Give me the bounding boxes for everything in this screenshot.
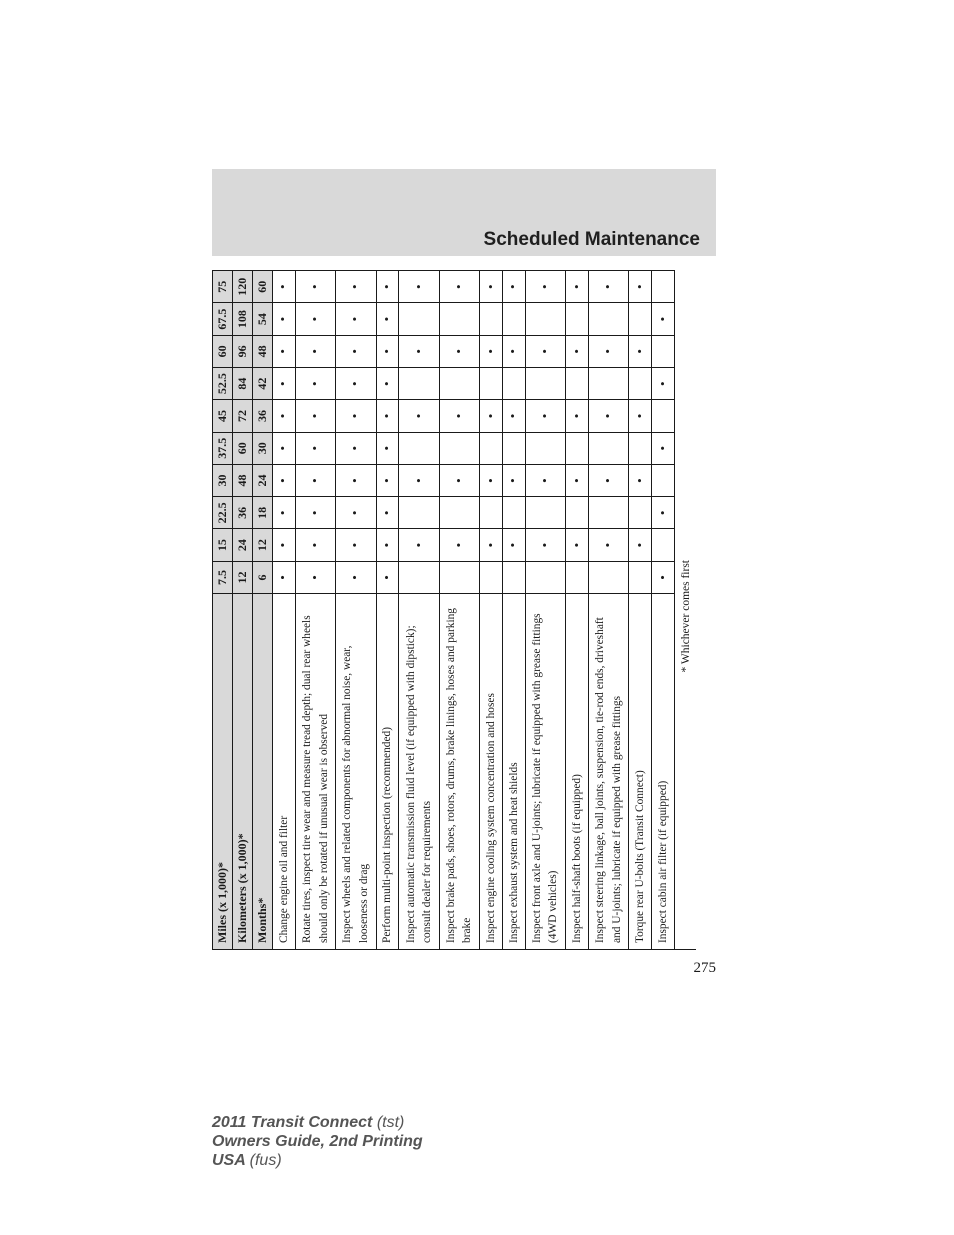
scheduled-mark: • (502, 529, 525, 561)
scheduled-mark: • (336, 497, 376, 529)
empty-cell (588, 432, 628, 464)
table-row (652, 271, 675, 950)
header-row (213, 271, 233, 950)
scheduled-mark: • (273, 335, 296, 367)
footer-guide-edition: Owners Guide, 2nd Printing (212, 1133, 423, 1150)
scheduled-mark: • (336, 335, 376, 367)
task-description: Rotate tires, inspect tire wear and measure tread depth; dual rear wheels should only be rotated if unusual wear is observed (295, 594, 335, 950)
empty-cell (399, 432, 439, 464)
interval-value: 52.5 (213, 368, 233, 400)
footer-model: 2011 Transit Connect (212, 1114, 373, 1131)
interval-value: 108 (233, 303, 253, 335)
interval-value: 24 (253, 464, 273, 496)
scheduled-mark: • (652, 497, 675, 529)
empty-cell (629, 561, 652, 593)
header-row (233, 271, 253, 950)
scheduled-mark: • (295, 432, 335, 464)
empty-cell (480, 368, 503, 400)
empty-cell (525, 368, 565, 400)
scheduled-mark: • (376, 271, 399, 303)
scheduled-mark: • (273, 529, 296, 561)
empty-cell (480, 303, 503, 335)
scheduled-mark: • (480, 464, 503, 496)
task-description: Inspect engine cooling system concentration and hoses (480, 594, 503, 950)
scheduled-mark: • (588, 529, 628, 561)
scheduled-mark: • (273, 464, 296, 496)
scheduled-mark: • (652, 368, 675, 400)
scheduled-mark: • (480, 400, 503, 432)
table-row (295, 271, 335, 950)
scheduled-mark: • (480, 529, 503, 561)
scheduled-mark: • (295, 561, 335, 593)
task-description: Inspect front axle and U-joints; lubricate if equipped with grease fittings (4WD vehicles) (525, 594, 565, 950)
task-description: Inspect half-shaft boots (if equipped) (566, 594, 589, 950)
empty-cell (652, 271, 675, 303)
empty-cell (588, 303, 628, 335)
empty-cell (566, 561, 589, 593)
empty-cell (525, 432, 565, 464)
empty-cell (629, 432, 652, 464)
empty-cell (525, 561, 565, 593)
interval-value: 42 (253, 368, 273, 400)
empty-cell (652, 529, 675, 561)
scheduled-mark: • (525, 335, 565, 367)
scheduled-mark: • (399, 464, 439, 496)
empty-cell (629, 303, 652, 335)
table-footnote: * Whichever comes first (680, 560, 692, 673)
scheduled-mark: • (295, 368, 335, 400)
empty-cell (588, 497, 628, 529)
interval-value: 60 (233, 432, 253, 464)
scheduled-mark: • (273, 561, 296, 593)
scheduled-mark: • (376, 400, 399, 432)
empty-cell (525, 497, 565, 529)
scheduled-mark: • (480, 335, 503, 367)
task-description: Torque rear U-bolts (Transit Connect) (629, 594, 652, 950)
empty-cell (652, 400, 675, 432)
scheduled-mark: • (273, 303, 296, 335)
scheduled-mark: • (336, 400, 376, 432)
header-label: Miles (x 1,000)* (213, 594, 233, 950)
empty-cell (502, 497, 525, 529)
empty-cell (629, 497, 652, 529)
scheduled-mark: • (336, 464, 376, 496)
empty-cell (439, 432, 479, 464)
empty-cell (525, 303, 565, 335)
interval-value: 48 (233, 464, 253, 496)
footer-market-code: (fus) (249, 1152, 282, 1169)
scheduled-mark: • (336, 432, 376, 464)
scheduled-mark: • (273, 497, 296, 529)
scheduled-mark: • (502, 464, 525, 496)
scheduled-mark: • (399, 335, 439, 367)
empty-cell (480, 432, 503, 464)
footer-line-2 (212, 1132, 423, 1151)
interval-value: 30 (253, 432, 273, 464)
scheduled-mark: • (439, 335, 479, 367)
scheduled-mark: • (295, 497, 335, 529)
scheduled-mark: • (336, 271, 376, 303)
empty-cell (588, 368, 628, 400)
table-row (480, 271, 503, 950)
empty-cell (652, 464, 675, 496)
scheduled-mark: • (295, 464, 335, 496)
document-footer (212, 1113, 423, 1170)
interval-value: 22.5 (213, 497, 233, 529)
interval-value: 12 (253, 529, 273, 561)
scheduled-mark: • (629, 335, 652, 367)
interval-value: 67.5 (213, 303, 233, 335)
empty-cell (502, 303, 525, 335)
scheduled-mark: • (439, 400, 479, 432)
empty-cell (439, 497, 479, 529)
header-label: Kilometers (x 1,000)* (233, 594, 253, 950)
empty-cell (566, 432, 589, 464)
table-row (273, 271, 296, 950)
scheduled-mark: • (588, 400, 628, 432)
interval-value: 37.5 (213, 432, 233, 464)
interval-value: 7.5 (213, 561, 233, 593)
scheduled-mark: • (376, 432, 399, 464)
empty-cell (566, 497, 589, 529)
table-row (566, 271, 589, 950)
task-description: Inspect brake pads, shoes, rotors, drums, brake linings, hoses and parking brake (439, 594, 479, 950)
scheduled-mark: • (502, 400, 525, 432)
footer-model-code: (tst) (376, 1114, 405, 1131)
empty-cell (399, 303, 439, 335)
scheduled-mark: • (376, 497, 399, 529)
scheduled-mark: • (295, 335, 335, 367)
scheduled-mark: • (439, 529, 479, 561)
empty-cell (502, 432, 525, 464)
page-number: 275 (693, 960, 716, 976)
scheduled-mark: • (295, 271, 335, 303)
scheduled-mark: • (629, 464, 652, 496)
scheduled-mark: • (439, 271, 479, 303)
empty-cell (399, 368, 439, 400)
footer-line-3 (212, 1151, 423, 1170)
table-row (629, 271, 652, 950)
scheduled-mark: • (295, 303, 335, 335)
interval-value: 15 (213, 529, 233, 561)
scheduled-mark: • (525, 271, 565, 303)
scheduled-mark: • (629, 529, 652, 561)
scheduled-mark: • (629, 400, 652, 432)
scheduled-mark: • (566, 400, 589, 432)
interval-value: 6 (253, 561, 273, 593)
scheduled-mark: • (525, 400, 565, 432)
scheduled-mark: • (566, 335, 589, 367)
scheduled-mark: • (629, 271, 652, 303)
table-row (336, 271, 376, 950)
empty-cell (566, 368, 589, 400)
scheduled-mark: • (376, 464, 399, 496)
scheduled-mark: • (399, 271, 439, 303)
empty-cell (502, 561, 525, 593)
scheduled-mark: • (566, 464, 589, 496)
interval-value: 45 (213, 400, 233, 432)
table-row (588, 271, 628, 950)
table-row (525, 271, 565, 950)
interval-value: 30 (213, 464, 233, 496)
table-row (376, 271, 399, 950)
interval-value: 60 (253, 271, 273, 303)
scheduled-mark: • (588, 271, 628, 303)
empty-cell (439, 561, 479, 593)
footer-market: USA (212, 1152, 246, 1169)
scheduled-mark: • (588, 464, 628, 496)
empty-cell (502, 368, 525, 400)
empty-cell (588, 561, 628, 593)
task-description: Inspect cabin air filter (if equipped) (652, 594, 675, 950)
task-description: Perform multi-point inspection (recommended) (376, 594, 399, 950)
empty-cell (480, 497, 503, 529)
scheduled-mark: • (566, 529, 589, 561)
empty-cell (399, 497, 439, 529)
table-row (439, 271, 479, 950)
task-description: Inspect wheels and related components for abnormal noise, wear, looseness or drag (336, 594, 376, 950)
empty-cell (652, 335, 675, 367)
scheduled-mark: • (439, 464, 479, 496)
header-row (253, 271, 273, 950)
scheduled-mark: • (376, 368, 399, 400)
interval-value: 75 (213, 271, 233, 303)
scheduled-mark: • (273, 271, 296, 303)
scheduled-mark: • (588, 335, 628, 367)
interval-value: 24 (233, 529, 253, 561)
scheduled-mark: • (399, 529, 439, 561)
task-description: Inspect steering linkage, ball joints, suspension, tie-rod ends, driveshaft and U-joints; lubricate if equipped with grease fittings (588, 594, 628, 950)
header-label: Months* (253, 594, 273, 950)
empty-cell (399, 561, 439, 593)
interval-value: 54 (253, 303, 273, 335)
rotated-table-container (212, 270, 696, 950)
scheduled-mark: • (336, 561, 376, 593)
scheduled-mark: • (502, 271, 525, 303)
scheduled-mark: • (336, 303, 376, 335)
interval-value: 96 (233, 335, 253, 367)
scheduled-mark: • (336, 529, 376, 561)
interval-value: 72 (233, 400, 253, 432)
table-row (502, 271, 525, 950)
scheduled-mark: • (525, 529, 565, 561)
interval-value: 120 (233, 271, 253, 303)
interval-value: 18 (253, 497, 273, 529)
empty-cell (566, 303, 589, 335)
interval-value: 84 (233, 368, 253, 400)
scheduled-mark: • (273, 400, 296, 432)
scheduled-mark: • (336, 368, 376, 400)
scheduled-mark: • (480, 271, 503, 303)
maintenance-schedule-table (212, 270, 675, 950)
scheduled-mark: • (376, 561, 399, 593)
scheduled-mark: • (295, 529, 335, 561)
task-description: Change engine oil and filter (273, 594, 296, 950)
scheduled-mark: • (399, 400, 439, 432)
interval-value: 48 (253, 335, 273, 367)
scheduled-mark: • (652, 303, 675, 335)
task-description: Inspect automatic transmission fluid level (if equipped with dipstick); consult dealer for requirements (399, 594, 439, 950)
scheduled-mark: • (376, 303, 399, 335)
empty-cell (439, 303, 479, 335)
maintenance-table-frame (212, 270, 696, 950)
task-description: Inspect exhaust system and heat shields (502, 594, 525, 950)
empty-cell (439, 368, 479, 400)
table-row (399, 271, 439, 950)
scheduled-mark: • (566, 271, 589, 303)
empty-cell (629, 368, 652, 400)
scheduled-mark: • (273, 368, 296, 400)
interval-value: 60 (213, 335, 233, 367)
scheduled-mark: • (525, 464, 565, 496)
interval-value: 12 (233, 561, 253, 593)
footer-line-1 (212, 1113, 423, 1132)
scheduled-mark: • (652, 561, 675, 593)
scheduled-mark: • (376, 335, 399, 367)
interval-value: 36 (253, 400, 273, 432)
section-title: Scheduled Maintenance (483, 229, 700, 250)
section-header-band (212, 169, 716, 256)
scheduled-mark: • (295, 400, 335, 432)
scheduled-mark: • (502, 335, 525, 367)
empty-cell (480, 561, 503, 593)
scheduled-mark: • (273, 432, 296, 464)
interval-value: 36 (233, 497, 253, 529)
scheduled-mark: • (376, 529, 399, 561)
scheduled-mark: • (652, 432, 675, 464)
